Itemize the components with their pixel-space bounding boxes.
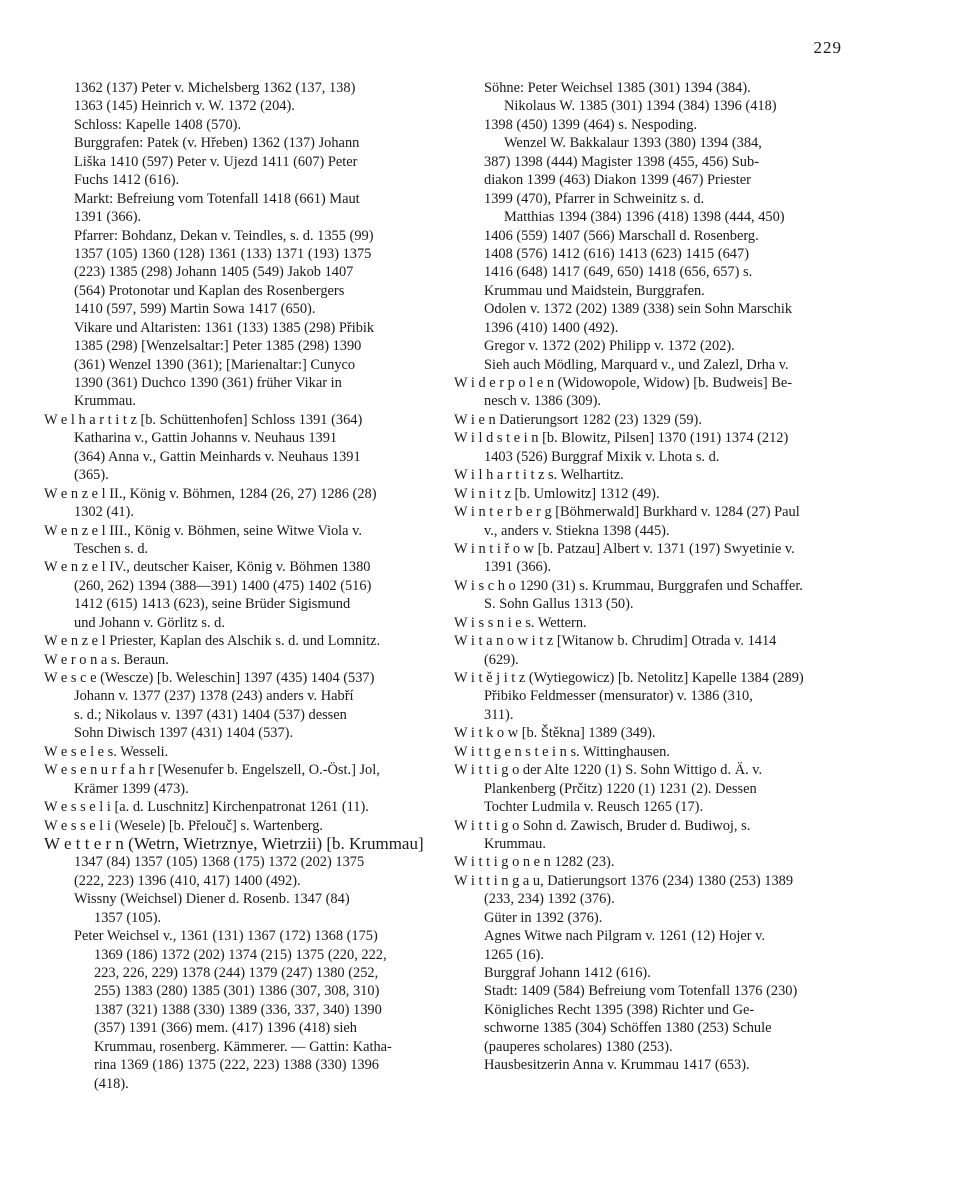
text-line: W e s s e l i (Wesele) [b. Přelouč] s. Wartenberg. (44, 817, 324, 834)
text-line: (233, 234) 1392 (376). (484, 891, 615, 908)
text-line: 255) 1383 (280) 1385 (301) 1386 (307, 308, 310) (94, 983, 380, 1000)
text-line: W e n z e l III., König v. Böhmen, seine Witwe Viola v. (44, 522, 363, 539)
text-line: (364) Anna v., Gattin Meinhards v. Neuhaus 1391 (74, 448, 361, 465)
text-line: Söhne: Peter Weichsel 1385 (301) 1394 (384). (484, 80, 751, 96)
text-line: W e s c e (Wescze) [b. Weleschin] 1397 (435) 1404 (537) (44, 670, 375, 686)
text-line: (365). (74, 467, 109, 484)
text-line: W i s c h o 1290 (31) s. Krummau, Burggrafen und Schaffer. (454, 577, 803, 594)
text-line: Schloss: Kapelle 1408 (570). (74, 116, 242, 133)
text-line: 1410 (597, 599) Martin Sowa 1417 (650). (74, 301, 316, 318)
text-line: 1391 (366). (74, 209, 142, 226)
text-line: W i l d s t e i n [b. Blowitz, Pilsen] 1370 (191) 1374 (212) (454, 430, 789, 447)
text-line: W e l h a r t i t z [b. Schüttenhofen] Schloss 1391 (364) (44, 411, 363, 428)
text-line: W i t k o w [b. Štěkna] 1389 (349). (454, 725, 656, 742)
page-number: 229 (813, 38, 842, 57)
text-line: W i s s n i e s. Wettern. (454, 614, 587, 631)
text-line: 1357 (105) 1360 (128) 1361 (133) 1371 (193) 1375 (74, 245, 372, 262)
text-line: 1357 (105). (94, 909, 162, 926)
text-line: Burggraf Johann 1412 (616). (484, 965, 651, 981)
text-line: Tochter Ludmila v. Reusch 1265 (17). (484, 799, 704, 816)
text-line: (357) 1391 (366) mem. (417) 1396 (418) sieh (94, 1020, 357, 1037)
text-line: 1385 (298) [Wenzelsaltar:] Peter 1385 (298) 1390 (74, 338, 362, 355)
text-line: Peter Weichsel v., 1361 (131) 1367 (172) 1368 (175) (74, 928, 378, 945)
right-column (454, 79, 842, 1075)
text-line: (223) 1385 (298) Johann 1405 (549) Jakob 1407 (74, 264, 354, 281)
text-line: W i t t g e n s t e i n s. Wittinghausen. (454, 743, 670, 760)
text-line: diakon 1399 (463) Diakon 1399 (467) Priester (484, 172, 751, 189)
text-line: Vikare und Altaristen: 1361 (133) 1385 (298) Přibik (74, 319, 375, 336)
text-line: W i l h a r t i t z s. Welhartitz. (454, 467, 624, 484)
text-line: und Johann v. Görlitz s. d. (74, 614, 225, 631)
text-line: s. d.; Nikolaus v. 1397 (431) 1404 (537) dessen (74, 706, 347, 723)
text-line: Fuchs 1412 (616). (74, 172, 180, 189)
text-line: Markt: Befreiung vom Totenfall 1418 (661) Maut (74, 190, 360, 207)
text-line: 1362 (137) Peter v. Michelsberg 1362 (137, 138) (74, 80, 356, 96)
left-column (44, 79, 432, 1093)
text-line: W e r o n a s. Beraun. (44, 651, 169, 668)
text-line: W i n t i ř o w [b. Patzau] Albert v. 1371 (197) Swyetinie v. (454, 540, 795, 557)
text-line: (222, 223) 1396 (410, 417) 1400 (492). (74, 872, 301, 889)
text-line: schworne 1385 (304) Schöffen 1380 (253) Schule (484, 1020, 772, 1037)
text-line: Stadt: 1409 (584) Befreiung vom Totenfall 1376 (230) (484, 983, 798, 1000)
text-line: W i t ě j i t z (Wytiegowicz) [b. Netolitz] Kapelle 1384 (289) (454, 670, 804, 686)
text-line: 1391 (366). (484, 559, 552, 576)
text-line: 1403 (526) Burggraf Mixik v. Lhota s. d. (484, 448, 720, 465)
text-line: Güter in 1392 (376). (484, 909, 603, 926)
text-line: Gregor v. 1372 (202) Philipp v. 1372 (202). (484, 338, 735, 355)
text-line: W e s e n u r f a h r [Wesenufer b. Engelszell, O.-Öst.] Jol, (44, 762, 380, 779)
text-line: Sieh auch Mödling, Marquard v., und Zalezl, Drha v. (484, 356, 789, 373)
text-line: W i t t i g o der Alte 1220 (1) S. Sohn Wittigo d. Ä. v. (454, 762, 763, 779)
text-line: Teschen s. d. (74, 540, 149, 557)
text-line: nesch v. 1386 (309). (484, 393, 601, 410)
text-line: Krummau. (484, 835, 546, 852)
text-line: (260, 262) 1394 (388—391) 1400 (475) 1402 (516) (74, 577, 372, 594)
text-line: 1387 (321) 1388 (330) 1389 (336, 337, 340) 1390 (94, 1001, 382, 1018)
text-line: 1369 (186) 1372 (202) 1374 (215) 1375 (220, 222, (94, 946, 387, 963)
text-line: 1363 (145) Heinrich v. W. 1372 (204). (74, 98, 295, 115)
text-line: W e t t e r n (Wetrn, Wietrznye, Wietrzii) [b. Krummau] (44, 834, 424, 853)
text-line: W e n z e l Priester, Kaplan des Alschik s. d. und Lomnitz. (44, 633, 381, 650)
text-line: 1347 (84) 1357 (105) 1368 (175) 1372 (202) 1375 (74, 854, 365, 871)
text-line: Katharina v., Gattin Johanns v. Neuhaus 1391 (74, 430, 338, 447)
text-line: Nikolaus W. 1385 (301) 1394 (384) 1396 (418) (504, 98, 777, 115)
text-line: (629). (484, 651, 519, 668)
text-line: W i n i t z [b. Umlowitz] 1312 (49). (454, 485, 660, 502)
text-line: (418). (94, 1075, 129, 1092)
text-line: 1406 (559) 1407 (566) Marschall d. Rosenberg. (484, 227, 759, 244)
text-line: 1390 (361) Duchco 1390 (361) früher Vikar in (74, 375, 342, 391)
text-line: Agnes Witwe nach Pilgram v. 1261 (12) Hojer v. (484, 928, 766, 945)
text-line: 1396 (410) 1400 (492). (484, 319, 619, 336)
text-line: (564) Protonotar und Kaplan des Rosenbergers (74, 282, 345, 299)
text-line: Plankenberg (Prčitz) 1220 (1) 1231 (2). Dessen (484, 780, 757, 797)
text-line: Pfarrer: Bohdanz, Dekan v. Teindles, s. d. 1355 (99) (74, 227, 374, 244)
text-line: 1398 (450) 1399 (464) s. Nespoding. (484, 116, 698, 133)
text-line: 223, 226, 229) 1378 (244) 1379 (247) 1380 (252, (94, 965, 379, 981)
text-line: W e n z e l IV., deutscher Kaiser, König v. Böhmen 1380 (44, 559, 371, 576)
text-line: W i t t i g o Sohn d. Zawisch, Bruder d. Budiwoj, s. (454, 817, 751, 834)
text-line: 1302 (41). (74, 504, 134, 521)
text-line: rina 1369 (186) 1375 (222, 223) 1388 (330) 1396 (94, 1057, 379, 1074)
text-line: (pauperes scholares) 1380 (253). (484, 1038, 673, 1055)
text-line: W e n z e l II., König v. Böhmen, 1284 (26, 27) 1286 (28) (44, 485, 377, 502)
text-line: v., anders v. Stiekna 1398 (445). (484, 522, 670, 539)
text-line: W i e n Datierungsort 1282 (23) 1329 (59). (454, 411, 702, 428)
text-line: Sohn Diwisch 1397 (431) 1404 (537). (74, 725, 294, 742)
text-line: W i t t i g o n e n 1282 (23). (454, 854, 615, 871)
text-line: Přibiko Feldmesser (mensurator) v. 1386 (310, (484, 688, 753, 705)
text-line: (361) Wenzel 1390 (361); [Marienaltar:] Cunyco (74, 356, 356, 373)
text-line: 311). (484, 706, 514, 723)
text-line: 1408 (576) 1412 (616) 1413 (623) 1415 (647) (484, 245, 749, 262)
text-line: Johann v. 1377 (237) 1378 (243) anders v. Habří (74, 688, 354, 705)
text-line: W i n t e r b e r g [Böhmerwald] Burkhard v. 1284 (27) Paul (454, 504, 800, 521)
text-line: W i t t i n g a u, Datierungsort 1376 (234) 1380 (253) 1389 (454, 872, 794, 889)
text-line: 1265 (16). (484, 946, 544, 963)
text-line: W e s e l e s. Wesseli. (44, 743, 169, 760)
text-line: Krummau. (74, 393, 136, 410)
text-line: Wissny (Weichsel) Diener d. Rosenb. 1347 (84) (74, 891, 350, 908)
text-line: Krämer 1399 (473). (74, 780, 189, 797)
text-line: S. Sohn Gallus 1313 (50). (484, 596, 634, 613)
text-line: 1412 (615) 1413 (623), seine Brüder Sigismund (74, 596, 351, 613)
text-line: W i t a n o w i t z [Witanow b. Chrudim] Otrada v. 1414 (454, 633, 777, 650)
text-line: Liška 1410 (597) Peter v. Ujezd 1411 (607) Peter (74, 153, 358, 170)
text-line: Krummau, rosenberg. Kämmerer. — Gattin: Katha- (94, 1038, 392, 1055)
text-line: Hausbesitzerin Anna v. Krummau 1417 (653). (484, 1057, 750, 1074)
text-line: Burggrafen: Patek (v. Hřeben) 1362 (137) Johann (74, 135, 360, 152)
text-line: Krummau und Maidstein, Burggrafen. (484, 282, 705, 299)
text-line: Wenzel W. Bakkalaur 1393 (380) 1394 (384, (504, 135, 762, 152)
text-line: W i d e r p o l e n (Widowopole, Widow) [b. Budweis] Be- (454, 375, 793, 391)
text-line: 1416 (648) 1417 (649, 650) 1418 (656, 657) s. (484, 264, 753, 281)
text-line: Königliches Recht 1395 (398) Richter und Ge- (484, 1001, 755, 1018)
text-line: 1399 (470), Pfarrer in Schweinitz s. d. (484, 190, 705, 207)
text-line: 387) 1398 (444) Magister 1398 (455, 456) Sub- (484, 153, 759, 170)
text-line: Matthias 1394 (384) 1396 (418) 1398 (444, 450) (504, 209, 785, 226)
text-line: W e s s e l i [a. d. Luschnitz] Kirchenpatronat 1261 (11). (44, 799, 369, 816)
text-line: Odolen v. 1372 (202) 1389 (338) sein Sohn Marschik (484, 301, 793, 318)
